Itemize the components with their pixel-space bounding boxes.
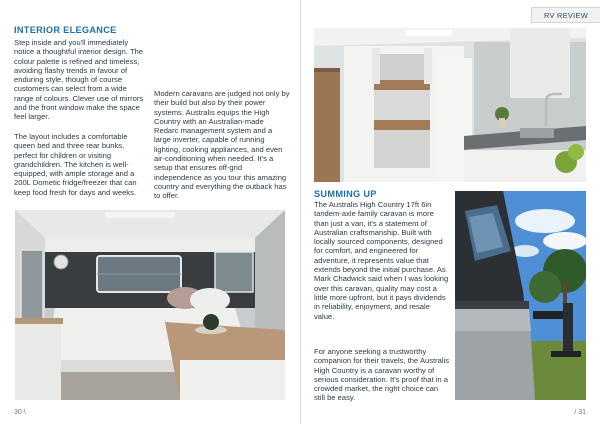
section-tag: RV REVIEW [531, 7, 600, 23]
summing-up-heading: SUMMING UP [314, 189, 377, 199]
bunks-kitchen-photo [314, 28, 586, 182]
right-page-number: / 31 [574, 409, 586, 416]
page-gutter [300, 0, 301, 424]
bedroom-photo [15, 210, 285, 400]
body-paragraph: The layout includes a comfortable queen bed and three rear bunks, perfect for children or visiting grandchildren. The kitchen is well-equipped, with ample storage and a 200L Dometic fridge/freezer that can keep food fresh for days and weeks. [14, 132, 137, 197]
body-paragraph: Step inside and you'll immediately notice a thoughtful interior design. The colour palette is refined and timeless, avoiding flashy trends in favour of enduring style, though of course customers can select from a wide range of colours. Clever use of mirrors and the front window make the space feel larger. [14, 38, 144, 122]
body-paragraph: For anyone seeking a trustworthy companion for their travels, the Australis High Country is a caravan worthy of serious consideration. It's proof that in a crowded market, the right choice can still be easy. [314, 347, 450, 403]
exterior-photo [455, 191, 586, 400]
body-paragraph: Modern caravans are judged not only by their build but also by their power systems. Australis equips the High Country with an Australian-made Redarc management system and a large inverter, capable of running lighting, cooking appliances, and even air-conditioning when needed. It's a setup that ensures off-grid independence as you tour this amazing country and everything the outback has to offer. [154, 89, 290, 201]
left-page-number: 30 \ [14, 409, 26, 416]
body-paragraph: The Australis High Country 17ft 6in tandem-axle family caravan is more than just a van, it's a statement of Australian craftsmanship. Built with locally sourced components, designed for comfort, and engineered for adventure, it represents value that extends beyond the initial purchase. As Mark Chadwick said when I was looking over this caravan, quality may cost a little more upfront, but it pays dividends in reliability, enjoyment, and resale value. [314, 200, 449, 321]
interior-elegance-heading: INTERIOR ELEGANCE [14, 25, 117, 35]
